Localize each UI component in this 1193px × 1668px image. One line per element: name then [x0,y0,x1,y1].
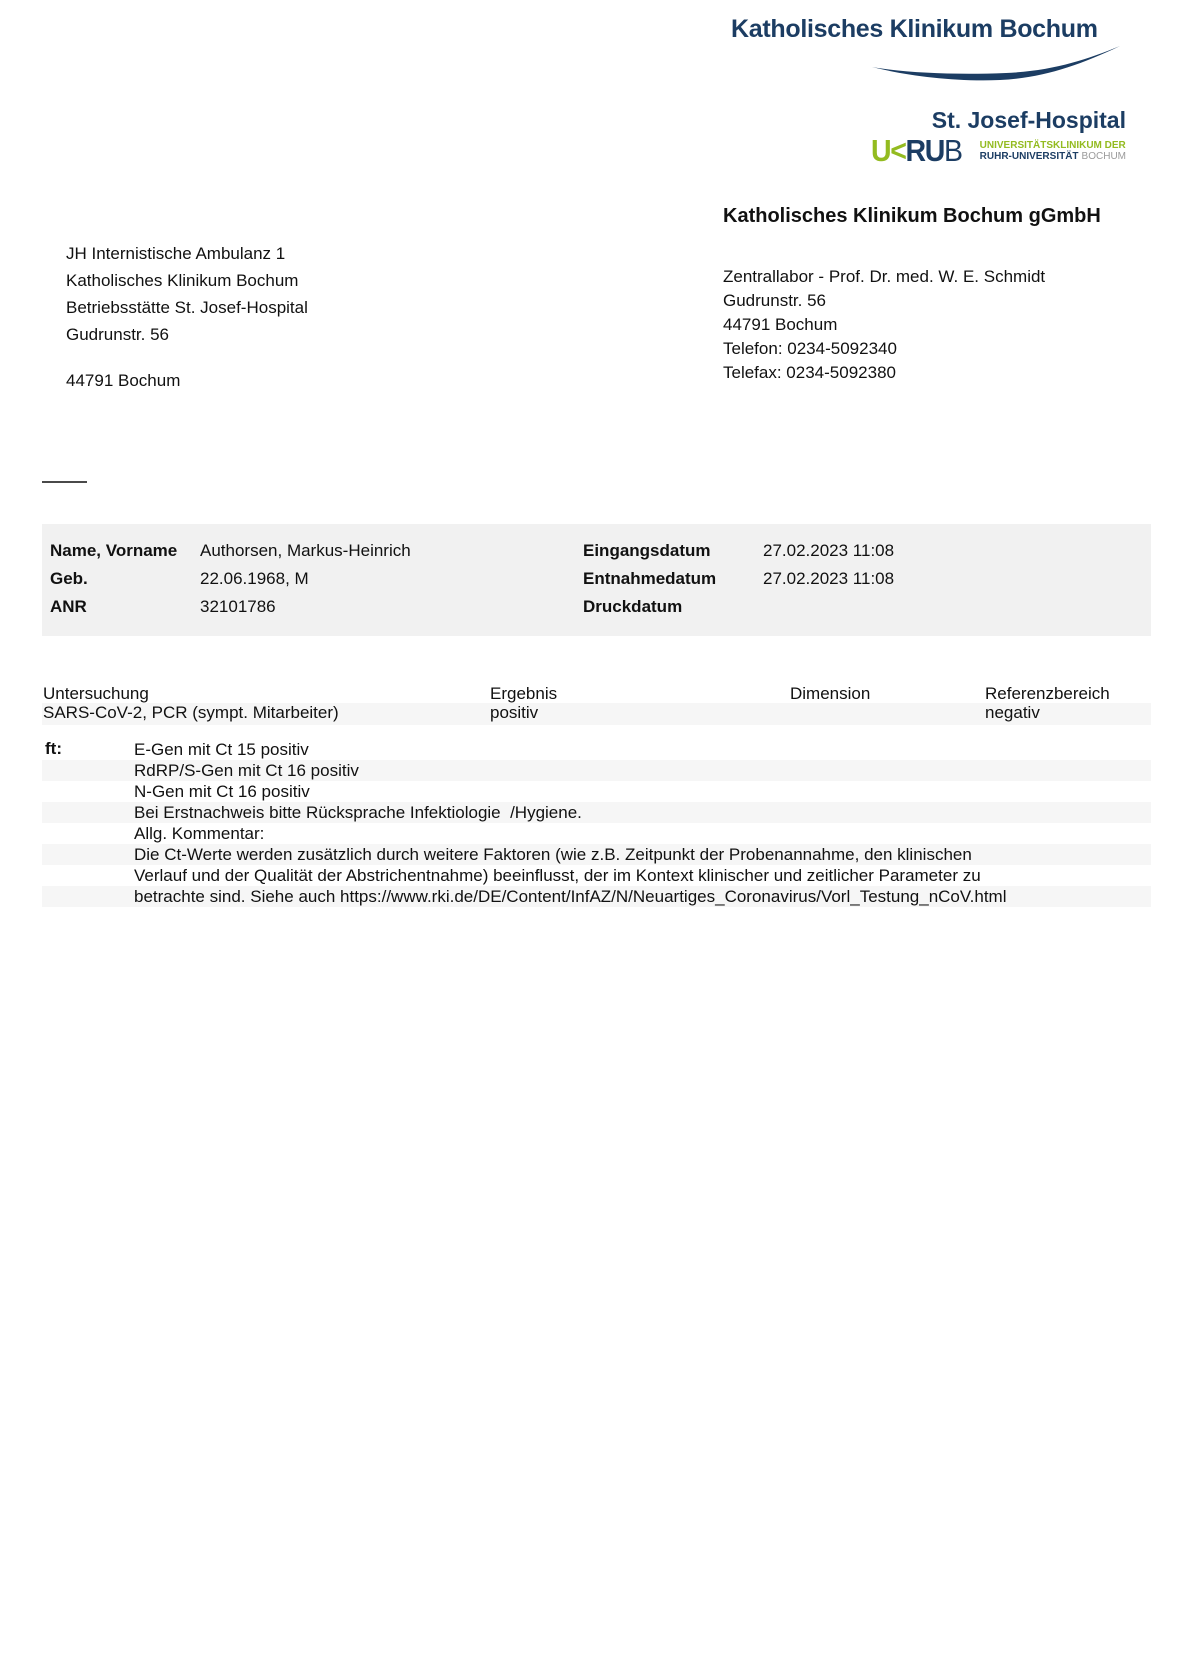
header-referenzbereich: Referenzbereich [985,684,1110,703]
druckdatum-label: Druckdatum [583,597,683,616]
footnote-line: Bei Erstnachweis bitte Rücksprache Infektiologie /Hygiene. [42,802,1151,823]
anr-label: ANR [50,597,87,616]
entnahmedatum-value: 27.02.2023 11:08 [763,569,895,588]
eingangsdatum-label: Eingangsdatum [583,541,711,560]
result-value: positiv [490,703,539,722]
header-untersuchung: Untersuchung [43,684,149,703]
recipient-line: Katholisches Klinikum Bochum [66,271,299,290]
ukrub-ru: RU [905,133,945,168]
recipient-line: JH Internistische Ambulanz 1 [66,244,286,263]
eingangsdatum-value: 27.02.2023 11:08 [763,541,895,560]
patient-row [42,541,1151,569]
recipient-city: 44791 Bochum [66,371,181,390]
ukrub-b: B [944,133,962,168]
clinic-logo-text: Katholisches Klinikum Bochum [731,15,1098,43]
anr-value: 32101786 [200,597,276,616]
recipient-line: Betriebsstätte St. Josef-Hospital [66,298,308,317]
ukrub-subtext [980,140,1126,162]
footnote-line: N-Gen mit Ct 16 positiv [134,782,310,801]
footnote-line: E-Gen mit Ct 15 positiv [134,740,309,759]
ukrub-subline1: UNIVERSITÄTSKLINIKUM DER [979,139,1126,151]
result-reference: negativ [985,703,1040,722]
lab-address-block [723,265,1045,385]
result-test-name: SARS-CoV-2, PCR (sympt. Mitarbeiter) [43,703,339,722]
ukrub-university: RUHR-UNIVERSITÄT [979,150,1079,162]
company-title: Katholisches Klinikum Bochum gGmbH [723,205,1101,227]
ukrub-logo [871,135,1126,166]
recipient-address-block [66,240,308,394]
entnahmedatum-label: Entnahmedatum [583,569,717,588]
header-ergebnis: Ergebnis [490,684,558,703]
fold-mark [42,481,87,483]
hospital-logo-text: St. Josef-Hospital [931,107,1126,133]
footnote-line: Allg. Kommentar: [134,824,265,843]
logo-swoosh-icon [870,45,1122,87]
footnote-block [42,739,1151,907]
birthdate-value: 22.06.1968, M [200,569,309,588]
birthdate-label: Geb. [50,569,88,588]
ukrub-subline2 [980,151,1126,162]
results-table [42,684,1151,725]
patient-name-value: Authorsen, Markus-Heinrich [200,541,411,560]
footnote-label: ft: [45,739,62,758]
footnote-line: Die Ct-Werte werden zusätzlich durch weitere Faktoren (wie z.B. Zeitpunkt der Probenannahme, den klinischen [42,844,1151,865]
header-dimension: Dimension [790,684,871,703]
lab-line: 44791 Bochum [723,315,838,334]
patient-row [42,569,1151,597]
lab-line: Telefax: 0234-5092380 [723,363,896,382]
patient-row [42,597,1151,625]
ukrub-uk: U< [871,133,906,168]
lab-line: Gudrunstr. 56 [723,291,827,310]
ukrub-letters [871,135,962,166]
result-row [42,703,1151,725]
patient-name-label: Name, Vorname [50,541,178,560]
lab-line: Zentrallabor - Prof. Dr. med. W. E. Schmidt [723,267,1046,286]
footnote-line: Verlauf und der Qualität der Abstrichentnahme) beeinflusst, der im Kontext klinischer und zeitlicher Parameter zu [134,866,981,885]
footnote-line: RdRP/S-Gen mit Ct 16 positiv [42,760,1151,781]
lab-line: Telefon: 0234-5092340 [723,339,897,358]
ukrub-city: BOCHUM [1081,150,1126,162]
results-header-row [42,684,1151,703]
recipient-line: Gudrunstr. 56 [66,325,170,344]
footnote-line: betrachte sind. Siehe auch https://www.rki.de/DE/Content/InfAZ/N/Neuartiges_Coronavirus/Vorl_Testung_nCoV.html [42,886,1151,907]
patient-info-box [42,524,1151,636]
